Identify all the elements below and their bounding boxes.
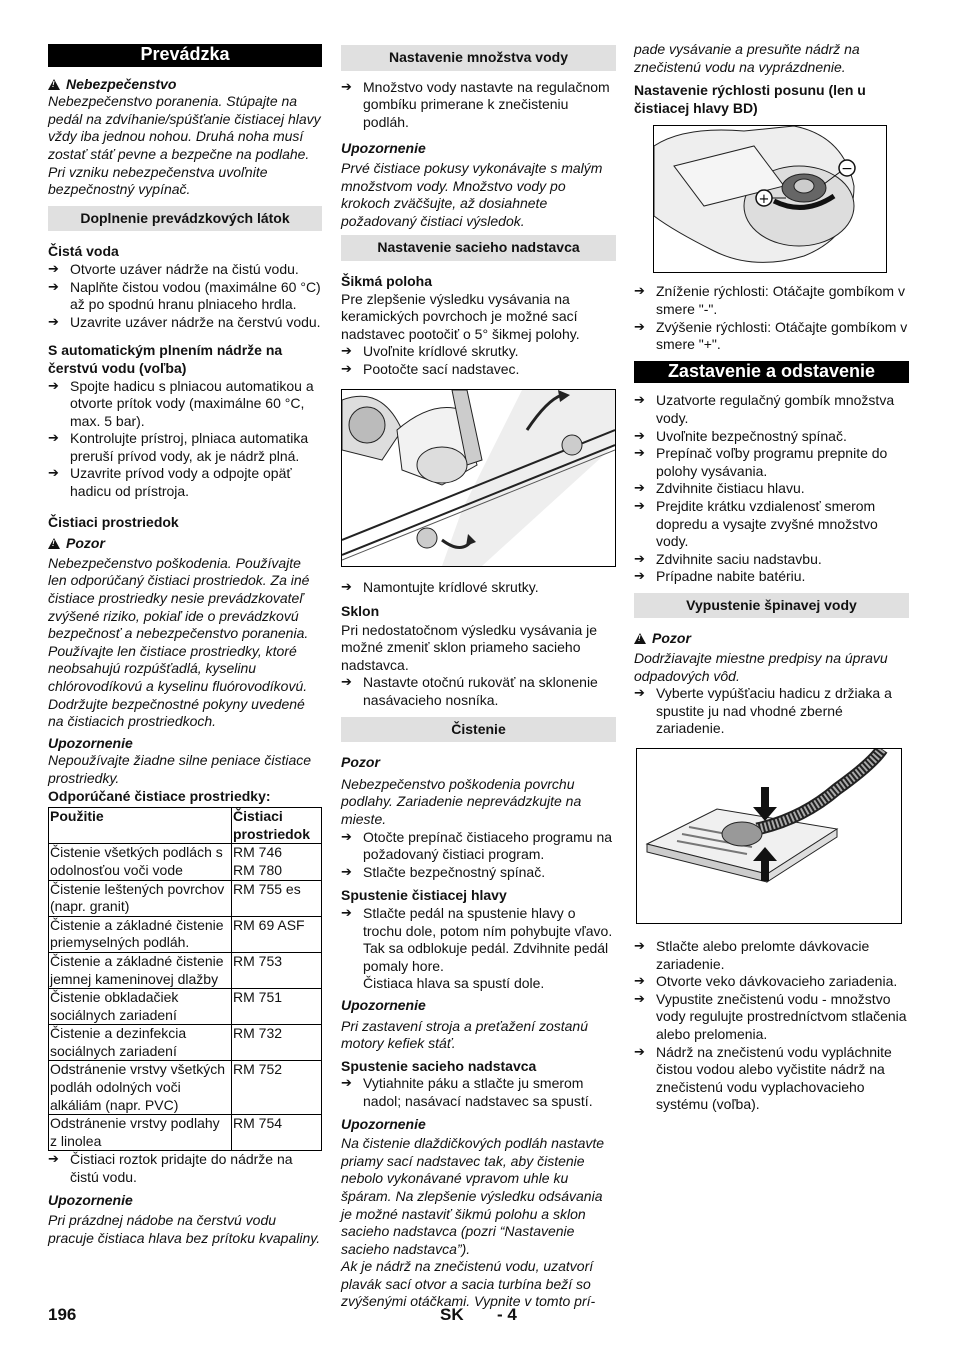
list-item: ➔ Stlačte bezpečnostný spínač. bbox=[341, 864, 616, 882]
warning-icon bbox=[48, 79, 60, 90]
suction-start-heading: Spustenie sacieho nadstavca bbox=[341, 1057, 537, 1074]
table-cell: RM 754 bbox=[232, 1115, 322, 1151]
tilt-text: Pri nedostatočnom výsledku vysávania je možné zmeniť sklon priameho sacieho nadstavca. bbox=[341, 621, 598, 673]
list-item: ➔ Otvorte veko dávkovacieho zariadenia. bbox=[634, 973, 909, 991]
list-item: ➔ Vytiahnite páku a stlačte ju smerom nadol; nasávací nadstavec sa spustí. bbox=[341, 1075, 616, 1110]
list-item: ➔ Prejdite krátku vzdialenosť smerom dopredu a vysajte zvyšné množstvo vody. bbox=[634, 498, 909, 551]
table-row bbox=[49, 1025, 322, 1061]
table-row bbox=[49, 952, 322, 988]
plus-sign: + bbox=[758, 192, 770, 208]
note-label-2: Upozornenie bbox=[341, 996, 426, 1013]
table-header-cell: Čistiaci prostriedok bbox=[232, 808, 322, 844]
table-row bbox=[49, 844, 322, 880]
caution-text: Nebezpečenstvo poškodenia. Používajte len odporúčaný čistiaci prostriedok. Za iné čistiace prostriedky nesie prevádzkovateľ zvýšené riziko, pokiaľ ide o prevádzkovú bezpečnosť a nebezpečenstvo poranenia. Používajte len čistiace prostriedky, ktoré neobsahujú rozpúšťadlá, kyselinu chlórovodíkovú a kyselinu fluórovodíkovú. Dodržujte bezpečnostné pokyny uvedené na čistiacich prostriedkoch. bbox=[48, 554, 310, 730]
table-cell: Čistenie obkladačiek sociálnych zariadení bbox=[49, 989, 232, 1025]
list-item: ➔ Zvýšenie rýchlosti: Otáčajte gombíkom v smere "+". bbox=[634, 319, 909, 354]
note-text: Nepoužívajte žiadne silne peniace čistiace prostriedky. bbox=[48, 752, 312, 786]
list-item: ➔ Množstvo vody nastavte na regulačnom gombíku primerane k znečisteniu podláh. bbox=[341, 79, 616, 132]
warning-icon bbox=[48, 538, 60, 549]
suction-nozzle-illustration bbox=[342, 390, 615, 566]
speed-steps bbox=[634, 283, 909, 353]
stop-steps bbox=[634, 392, 909, 586]
table-cell: RM 746 RM 780 bbox=[232, 844, 322, 880]
list-item: ➔ Otvorte uzáver nádrže na čistú vodu. bbox=[48, 261, 322, 279]
cleaning-steps bbox=[341, 829, 616, 882]
list-item: ➔ Otočte prepínač čistiaceho programu na požadovaný čistiaci program. bbox=[341, 829, 616, 864]
table-cell: Čistenie a základné čistenie priemyselných podláh. bbox=[49, 916, 232, 952]
list-item: ➔ Namontujte krídlové skrutky. bbox=[341, 579, 616, 597]
head-start-steps bbox=[341, 905, 616, 993]
note-label: Upozornenie bbox=[48, 734, 133, 751]
water-steps bbox=[341, 79, 616, 132]
list-item: ➔ Pootočte sací nadstavec. bbox=[341, 361, 616, 379]
caution-text: Nebezpečenstvo poškodenia povrchu podlahy. Zariadenie neprevádzkujte na mieste. bbox=[341, 775, 582, 828]
section-fill-operating-fluids: Doplnenie prevádzkových látok bbox=[48, 206, 322, 232]
continued-text: pade vysávanie a presuňte nádrž na znečistenú vodu na vyprázdnenie. bbox=[634, 41, 860, 75]
table-header-cell: Použitie bbox=[49, 808, 232, 844]
list-item: ➔ Prepínač voľby programu prepnite do polohy vysávania. bbox=[634, 445, 909, 480]
list-item: ➔ Uvoľnite krídlové skrutky. bbox=[341, 343, 616, 361]
table-cell: Čistenie a dezinfekcia sociálnych zariadení bbox=[49, 1025, 232, 1061]
sub-page-number: - 4 bbox=[497, 1305, 517, 1324]
note-label-2: Upozornenie bbox=[48, 1191, 133, 1208]
table-cell: RM 751 bbox=[232, 989, 322, 1025]
note-text-2: Pri zastavení stroja a preťažení zostanú motory kefiek stáť. bbox=[341, 1017, 588, 1052]
section-suction-setup: Nastavenie sacieho nadstavca bbox=[341, 235, 616, 261]
table-row bbox=[49, 1061, 322, 1115]
table-cell: RM 69 ASF bbox=[232, 916, 322, 952]
section-drain-dirty-water: Vypustenie špinavej vody bbox=[634, 593, 909, 619]
table-row bbox=[49, 880, 322, 916]
note-text: Prvé čistiace pokusy vykonávajte s malým množstvom vody. Množstvo vody po krokoch zväčšujte, až dosiahnete požadovaný čistiaci výsledok. bbox=[341, 159, 603, 229]
table-cell: RM 732 bbox=[232, 1025, 322, 1061]
note-text-3: Na čistenie dlaždičkových podláh nastavte priamy sací nadstavec tak, aby čistenie nebolo vykonávané vpravom uhle ku špáram. Na zlepšenie výsledku odsávania je možné nastaviť šikmú polohu a sklon sacieho nadstavca (pozri “Nastavenie sacieho nadstavca”). bbox=[341, 1135, 605, 1257]
table-row bbox=[49, 916, 322, 952]
oblique-heading: Šikmá poloha bbox=[341, 272, 433, 289]
language-code: SK bbox=[440, 1305, 464, 1324]
oblique-text: Pre zlepšenie výsledku vysávania na keramických povrchoch je možné sací nadstavec pootočiť o 5° šikmej polohy. bbox=[341, 290, 580, 342]
section-cleaning: Čistenie bbox=[341, 717, 616, 743]
list-item: ➔ Zníženie rýchlosti: Otáčajte gombíkom v smere "-". bbox=[634, 283, 909, 318]
clean-water-steps bbox=[48, 261, 322, 331]
section-water-amount: Nastavenie množstva vody bbox=[341, 45, 616, 71]
table-cell: RM 755 es bbox=[232, 880, 322, 916]
list-item: ➔ Spojte hadicu s plniacou automatikou a otvorte prítok vody (maximálne 60 °C, max. 5 bar). bbox=[48, 378, 322, 431]
clean-water-heading: Čistá voda bbox=[48, 243, 119, 260]
drain-steps-1 bbox=[634, 685, 909, 738]
list-item: ➔ Zdvihnite saciu nadstavbu. bbox=[634, 551, 909, 569]
table-cell: RM 753 bbox=[232, 952, 322, 988]
caution-label: !Pozor bbox=[48, 535, 322, 553]
note-label: Upozornenie bbox=[341, 140, 426, 157]
recommended-heading: Odporúčané čistiace prostriedky: bbox=[48, 787, 271, 804]
list-item: ➔ Nastavte otočnú rukoväť na sklonenie nasávacieho nosníka. bbox=[341, 674, 616, 709]
note-text-3b: Ak je nádrž na znečistenú vodu, uzatvorí plavák sací otvor a sacia turbína beží so zvýšenými otáčkami. Vypnite v tomto prí- bbox=[341, 1258, 596, 1310]
table-cell: Čistenie všetkých podlách s odolnosťou voči vode bbox=[49, 844, 232, 880]
speed-heading: Nastavenie rýchlosti posunu (len u čistiacej hlavy BD) bbox=[634, 82, 866, 116]
list-item: ➔ Uvoľnite bezpečnostný spínač. bbox=[634, 428, 909, 446]
after-figure-steps bbox=[341, 579, 616, 597]
figure-drain-hose bbox=[636, 748, 902, 924]
caution-text: Dodržiavajte miestne predpisy na úpravu odpadových vôd. bbox=[634, 650, 888, 684]
caution-label: !Pozor bbox=[634, 630, 909, 648]
auto-fill-steps bbox=[48, 378, 322, 501]
column-right bbox=[634, 41, 909, 1114]
table-cell: RM 752 bbox=[232, 1061, 322, 1115]
figure-speed-knob bbox=[653, 125, 887, 273]
tilt-steps bbox=[341, 674, 616, 709]
danger-text-2: Pri vzniku nebezpečenstva uvoľnite bezpečnostný vypínač. bbox=[48, 163, 268, 198]
table-cell: Čistenie leštených povrchov (napr. granit) bbox=[49, 880, 232, 916]
table-row bbox=[49, 1115, 322, 1151]
detergent-table bbox=[48, 807, 322, 1151]
drain-hose-illustration bbox=[637, 749, 901, 923]
list-item: ➔ Uzatvorte regulačný gombík množstva vody. bbox=[634, 392, 909, 427]
warning-icon bbox=[634, 633, 646, 644]
list-item: ➔ Stlačte alebo prelomte dávkovacie zariadenie. bbox=[634, 938, 909, 973]
column-left bbox=[48, 44, 322, 1247]
speed-knob-illustration bbox=[654, 126, 886, 272]
oblique-steps bbox=[341, 343, 616, 378]
page-number: 196 bbox=[48, 1305, 77, 1324]
list-item: ➔ Zdvihnite čistiacu hlavu. bbox=[634, 480, 909, 498]
table-cell: Odstránenie vrstvy podlahy z linolea bbox=[49, 1115, 232, 1151]
tilt-heading: Sklon bbox=[341, 603, 380, 620]
section-title-operation: Prevádzka bbox=[48, 44, 322, 67]
list-item: ➔ Nádrž na znečistenú vodu vypláchnite čistou vodou alebo vyčistite nádrž na znečistenú vodu vyplachovacieho systému (voľba). bbox=[634, 1044, 909, 1114]
list-item: ➔ Uzavrite uzáver nádrže na čerstvú vodu. bbox=[48, 314, 322, 332]
note-label-3: Upozornenie bbox=[341, 1115, 426, 1132]
danger-label: !Nebezpečenstvo bbox=[48, 76, 322, 94]
list-item: ➔ Stlačte pedál na spustenie hlavy o trochu dole, potom ním pohybujte vľavo. Tak sa odblokuje pedál. Zdvihnite pedál pomaly hore. Čistiaca hlava sa spustí dole. bbox=[341, 905, 616, 993]
list-item: ➔ Uzavrite prívod vody a odpojte opäť hadicu od prístroja. bbox=[48, 465, 322, 500]
figure-suction-nozzle bbox=[341, 389, 616, 567]
column-middle bbox=[341, 44, 616, 1311]
list-item: ➔ Naplňte čistou vodou (maximálne 60 °C) až po spodnú hranu plniaceho hrdla. bbox=[48, 279, 322, 314]
table-cell: Čistenie a základné čistenie jemnej kameninovej dlažby bbox=[49, 952, 232, 988]
table-cell: Odstránenie vrstvy všetkých podláh odolných voči alkáliám (napr. PVC) bbox=[49, 1061, 232, 1115]
list-item: ➔ Vyberte vypúšťaciu hadicu z držiaka a spustite ju nad vhodné zberné zariadenie. bbox=[634, 685, 909, 738]
detergent-heading: Čistiaci prostriedok bbox=[48, 513, 179, 530]
head-start-heading: Spustenie čistiacej hlavy bbox=[341, 887, 507, 904]
after-table-steps bbox=[48, 1151, 322, 1186]
section-title-stop: Zastavenie a odstavenie bbox=[634, 361, 909, 384]
caution-label: Pozor bbox=[341, 754, 380, 771]
danger-text: Nebezpečenstvo poranenia. Stúpajte na pedál na zdvíhanie/spúšťanie čistiacej hlavy vždy iba jednou nohou. Druhá noha musí zostať stáť pevne a bezpečne na podlahe. bbox=[48, 93, 321, 162]
list-item: ➔ Vypustite znečistenú vodu - množstvo vody regulujte prostredníctvom stlačenia alebo prelomenia. bbox=[634, 991, 909, 1044]
list-item: ➔ Čistiaci roztok pridajte do nádrže na čistú vodu. bbox=[48, 1151, 322, 1186]
list-item: ➔ Prípadne nabite batériu. bbox=[634, 568, 909, 586]
drain-steps-2 bbox=[634, 938, 909, 1114]
table-row bbox=[49, 989, 322, 1025]
suction-start-steps bbox=[341, 1075, 616, 1110]
list-item: ➔ Kontrolujte prístroj, plniaca automatika preruší prívod vody, ak je nádrž plná. bbox=[48, 430, 322, 465]
note-text-2: Pri prázdnej nádobe na čerstvú vodu pracuje čistiaca hlava bez prítoku kvapaliny. bbox=[48, 1212, 321, 1246]
minus-sign: − bbox=[841, 161, 853, 178]
table-header-row bbox=[49, 808, 322, 844]
auto-fill-heading: S automatickým plnením nádrže na čerstvú vodu (voľba) bbox=[48, 342, 283, 376]
